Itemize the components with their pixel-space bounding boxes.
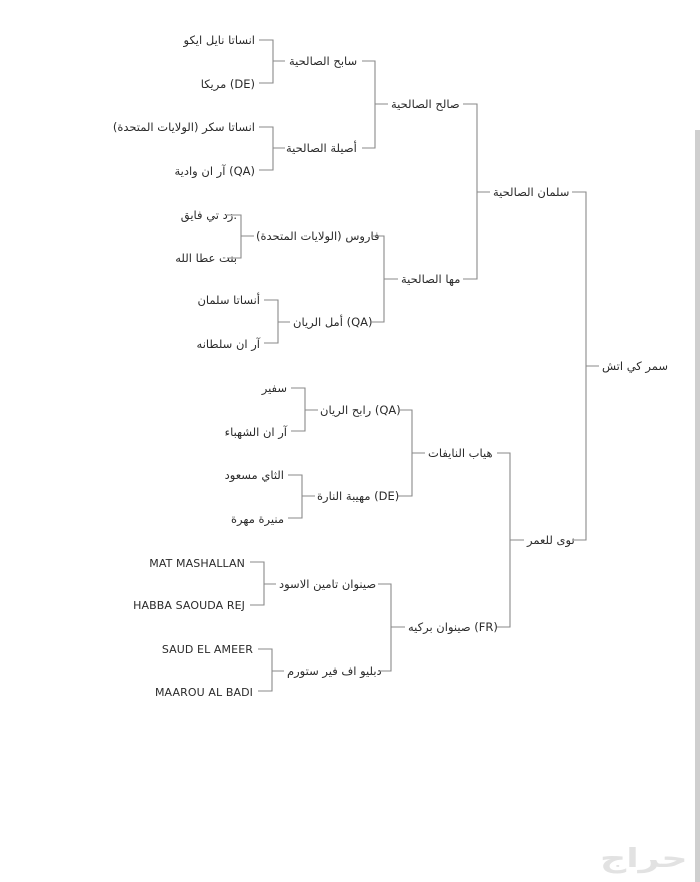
connectors-gen4 (224, 40, 318, 691)
ancestor-gen3-1: سابح الصالحية (289, 54, 358, 68)
dam-dam: صينوان بركيه (FR) (408, 620, 498, 634)
ancestor-gen3-2: أصيلة الصالحية (286, 141, 357, 155)
ancestor-gen3-3: فاروس (الولايات المتحدة) (256, 229, 380, 243)
scrollbar[interactable] (695, 130, 700, 882)
dam-sire: هياب النايفات (428, 446, 493, 460)
ancestor-gen3-8: دبليو اف فير ستورم (287, 664, 382, 678)
ancestor-gen3-5: رابح الريان (QA) (320, 403, 401, 417)
connectors-gen1 (572, 192, 599, 540)
ancestor-gen4-3: انساتا سكر (الولايات المتحدة) (112, 120, 255, 134)
connectors-gen2 (463, 104, 524, 627)
ancestor-gen4-5: زد تي فايق. (180, 208, 237, 222)
ancestor-gen4-15: SAUD EL AMEER (161, 643, 253, 656)
ancestor-gen4-16: MAAROU AL BADI (154, 686, 253, 699)
dam: نوى للعمر (527, 533, 575, 547)
generation-2 (391, 97, 498, 635)
ancestor-gen4-7: أنساتا سلمان (197, 293, 260, 307)
ancestor-gen4-13: MAT MASHALLAN (149, 557, 245, 570)
sire-sire: صالح الصالحية (391, 97, 460, 111)
ancestor-gen4-14: HABBA SAOUDA REJ (133, 599, 245, 612)
generation-4 (113, 33, 288, 699)
sire-dam: مها الصالحية (401, 272, 461, 286)
haraj-watermark-logo: حراج (600, 844, 688, 874)
sire: سلمان الصالحية (493, 185, 570, 199)
ancestor-gen4-12: منيرة مهرة (231, 512, 284, 526)
ancestor-gen4-2: مريكا (DE) (200, 77, 255, 91)
ancestor-gen3-7: صينوان تامين الاسود (279, 577, 377, 591)
ancestor-gen4-4: آر ان وادية (QA) (174, 164, 255, 178)
ancestor-gen4-1: انساتا نايل ايكو (183, 33, 255, 47)
ancestor-gen4-8: آر ان سلطانه (196, 337, 260, 351)
ancestor-gen4-11: الثاي مسعود (224, 468, 284, 482)
ancestor-gen3-6: مهيبة النارة (DE) (317, 489, 400, 503)
ancestor-gen3-4: أمل الريان (QA) (293, 315, 373, 329)
generation-1 (493, 185, 575, 548)
ancestor-gen4-10: آر ان الشهباء (224, 425, 287, 439)
ancestor-gen4-6: بنت عطا الله (175, 251, 237, 265)
ancestor-gen4-9: سفير (261, 381, 287, 395)
subject-horse: سمر كي اتش (602, 359, 669, 373)
